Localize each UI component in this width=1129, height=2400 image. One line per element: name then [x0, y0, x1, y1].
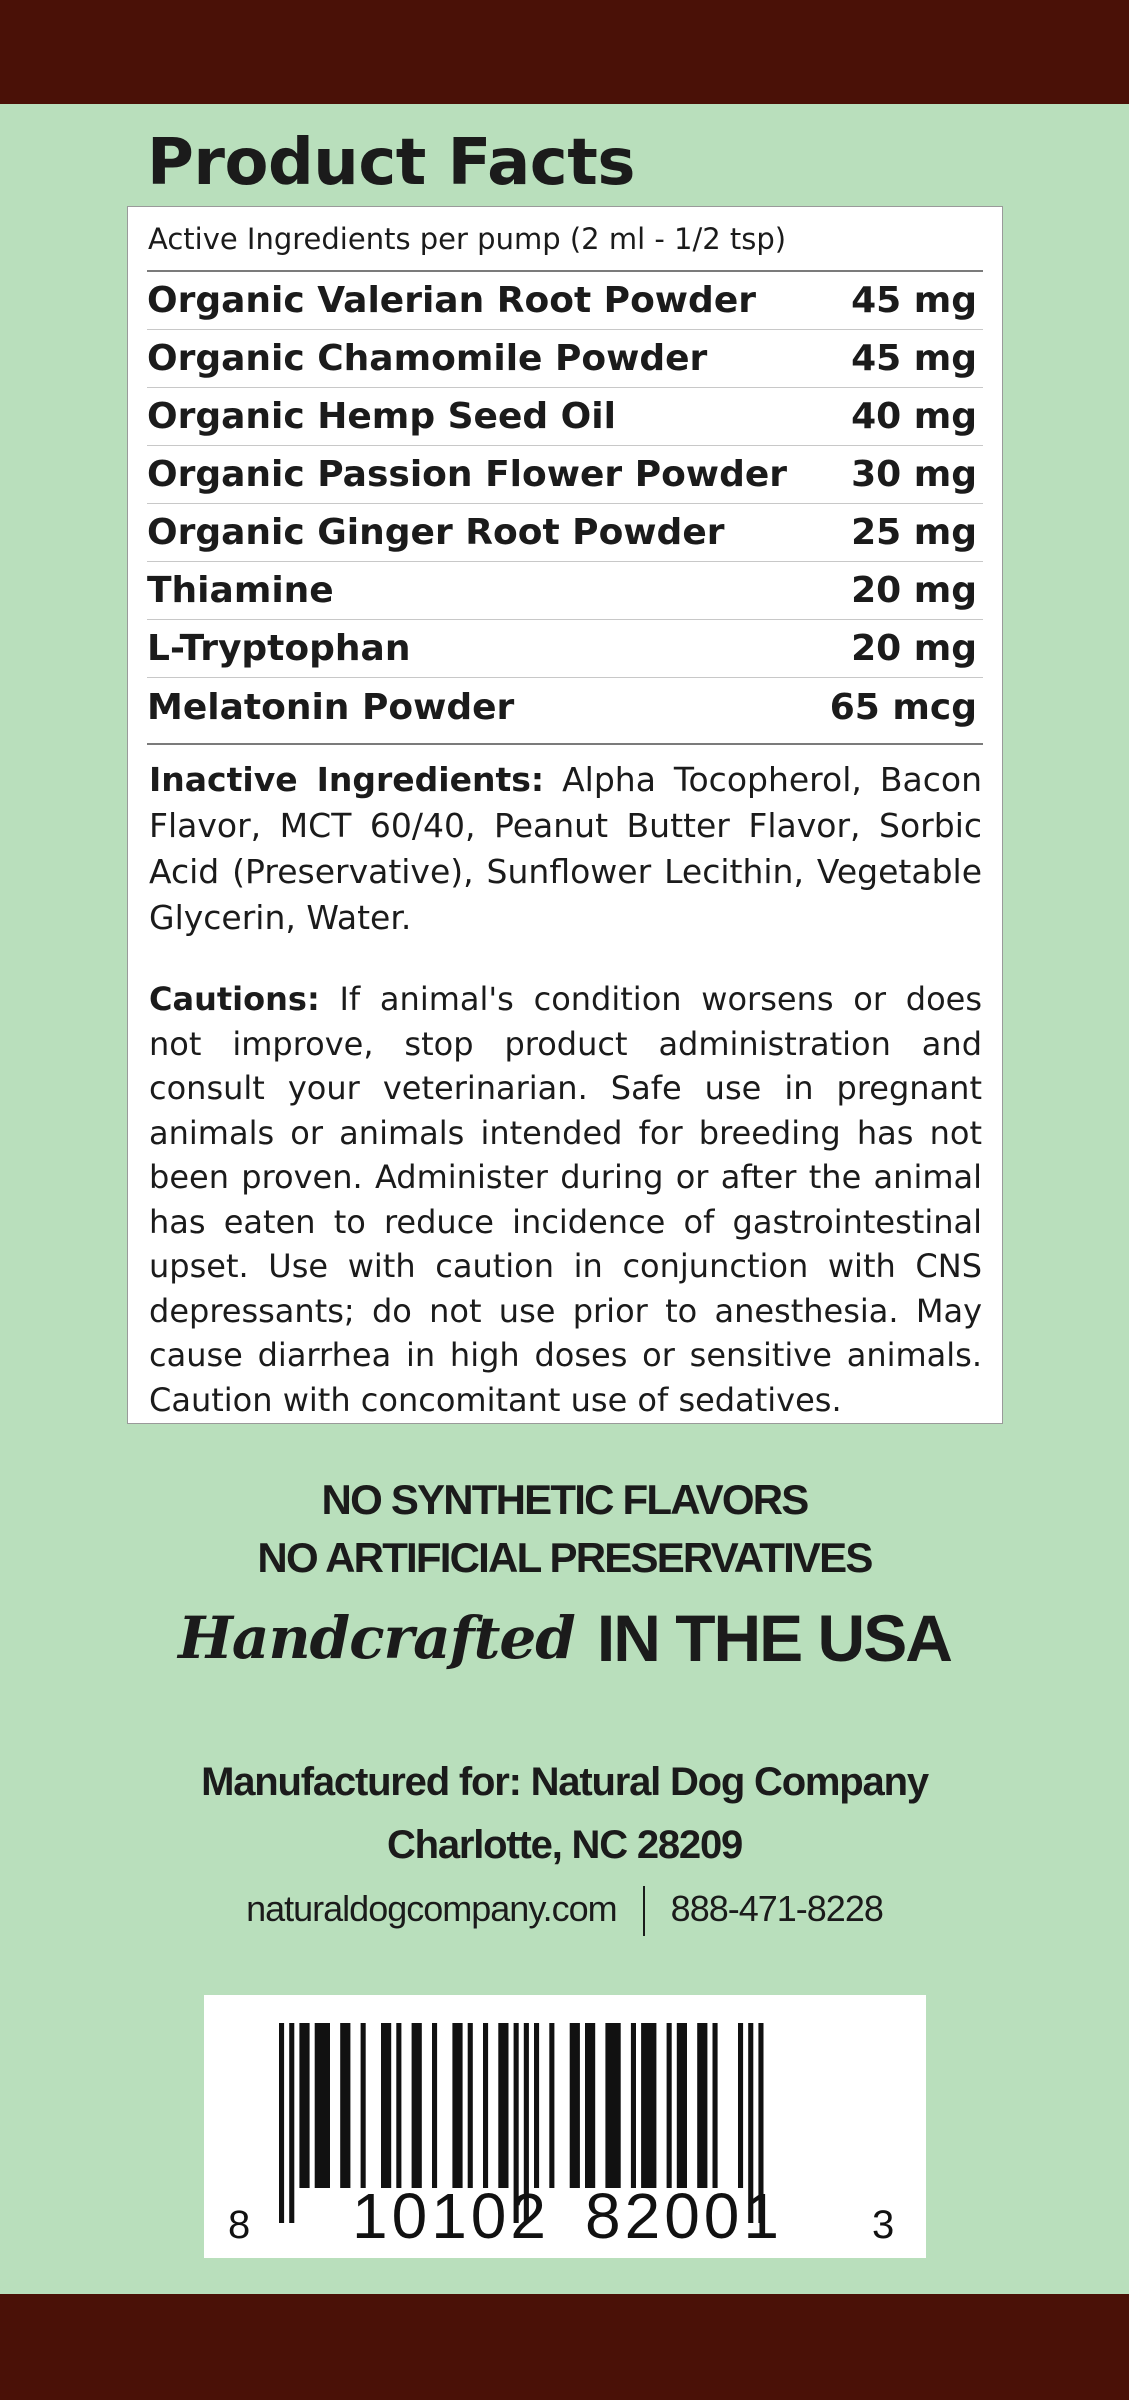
claim-no-artificial-preservatives: NO ARTIFICIAL PRESERVATIVES: [257, 1534, 872, 1581]
ingredient-row: [147, 562, 983, 620]
inactive-ingredients-label: Inactive Ingredients:: [149, 760, 545, 799]
barcode-first-digit: 8: [228, 2203, 251, 2247]
barcode-bar: [498, 2023, 508, 2188]
contact-divider: [643, 1886, 645, 1936]
inactive-ingredients-text: Alpha Tocopherol, Bacon Flavor, MCT 60/40, Peanut Butter Flavor, Sorbic Acid (Preservative), Sunflower Lecithin, Vegetable Glycerin, Water.: [149, 760, 982, 937]
barcode-bars: [204, 1995, 926, 2258]
ingredient-name: Organic Hemp Seed Oil: [147, 396, 616, 437]
barcode-bar: [315, 2023, 330, 2188]
barcode-bar: [641, 2023, 656, 2188]
ingredient-amount: 25 mg: [851, 512, 977, 553]
barcode-bar: [534, 2023, 539, 2188]
barcode-bar: [452, 2023, 462, 2188]
barcode-bar: [340, 2023, 350, 2188]
top-color-band: [0, 0, 1129, 104]
manufacturer-address: Charlotte, NC 28209: [386, 1823, 743, 1867]
active-ingredients-header: Active Ingredients per pump (2 ml - 1/2 tsp): [148, 222, 787, 256]
barcode-bar: [483, 2023, 488, 2188]
ingredient-row: [147, 620, 983, 678]
ingredient-row: [147, 678, 983, 736]
ingredient-name: L-Tryptophan: [147, 628, 411, 669]
contact-line: [0, 1882, 1129, 1936]
handcrafted-in-usa: [0, 1600, 1129, 1676]
barcode-bar: [713, 2023, 718, 2188]
barcode-bar: [605, 2023, 620, 2188]
ingredient-row: [147, 388, 983, 446]
barcode-left-digits: 10102: [352, 2180, 550, 2252]
barcode-right-digits: 82001: [585, 2180, 783, 2252]
barcode-bar: [279, 2023, 284, 2223]
barcode-bar: [570, 2023, 580, 2188]
barcode-bar: [585, 2023, 595, 2188]
barcode-bar: [396, 2023, 401, 2188]
cautions-text: If animal's condition worsens or does not improve, stop product administration and consult your veterinarian. Safe use in pregnant animals or animals intended for breeding has not been proven. Administer during or after the animal has eaten to reduce incidence of gastrointestinal upset. Use with caution in conjunction with CNS depressants; do not use prior to anesthesia. May cause diarrhea in high doses or sensitive animals. Caution with concomitant use of sedatives.: [149, 980, 983, 1419]
ingredient-amount: 40 mg: [851, 396, 977, 437]
barcode-bar: [677, 2023, 687, 2188]
barcode-bar: [381, 2023, 391, 2188]
website-text: naturaldogcompany.com: [246, 1888, 617, 1929]
barcode-bar: [289, 2023, 294, 2223]
in-the-usa-text: IN THE USA: [596, 1601, 951, 1675]
barcode-bar: [738, 2023, 743, 2188]
ingredient-name: Organic Valerian Root Powder: [147, 280, 756, 321]
page-title: Product Facts: [147, 126, 635, 200]
ingredients-table: [147, 272, 983, 736]
barcode-bar: [468, 2023, 473, 2188]
bottom-color-band: [0, 2294, 1129, 2400]
cautions: [149, 977, 982, 1422]
upc-barcode: [204, 1995, 926, 2258]
inactive-ingredients: [149, 757, 982, 941]
ingredient-amount: 20 mg: [851, 570, 977, 611]
ingredient-name: Organic Ginger Root Powder: [147, 512, 725, 553]
barcode-bar: [432, 2023, 437, 2188]
ingredient-amount: 45 mg: [851, 338, 977, 379]
ingredient-row: [147, 446, 983, 504]
manufacturer-line: Manufactured for: Natural Dog Company: [201, 1760, 928, 1804]
ingredient-name: Melatonin Powder: [147, 686, 515, 728]
barcode-bar: [361, 2023, 366, 2188]
claim-no-synthetic-flavors: NO SYNTHETIC FLAVORS: [321, 1476, 808, 1523]
ingredient-amount: 20 mg: [851, 628, 977, 669]
barcode-bar: [299, 2023, 309, 2188]
handcrafted-script: Handcrafted: [178, 1604, 575, 1672]
product-facts-panel: [127, 206, 1003, 1424]
ingredients-bottom-divider: [147, 743, 983, 745]
ingredient-amount: 45 mg: [851, 280, 977, 321]
barcode-bar: [631, 2023, 636, 2188]
barcode-bar: [697, 2023, 707, 2188]
ingredient-name: Organic Chamomile Powder: [147, 338, 708, 379]
ingredient-amount: 30 mg: [851, 454, 977, 495]
ingredient-name: Thiamine: [147, 570, 334, 611]
barcode-check-digit: 3: [872, 2203, 895, 2247]
ingredient-row: [147, 330, 983, 388]
barcode-bar: [667, 2023, 672, 2188]
barcode-bar: [412, 2023, 422, 2188]
ingredient-row: [147, 272, 983, 330]
phone-text: 888-471-8228: [670, 1888, 883, 1929]
ingredient-row: [147, 504, 983, 562]
barcode-bar: [549, 2023, 554, 2188]
ingredient-name: Organic Passion Flower Powder: [147, 454, 788, 495]
ingredient-amount: 65 mcg: [829, 686, 977, 728]
cautions-label: Cautions:: [149, 980, 320, 1018]
